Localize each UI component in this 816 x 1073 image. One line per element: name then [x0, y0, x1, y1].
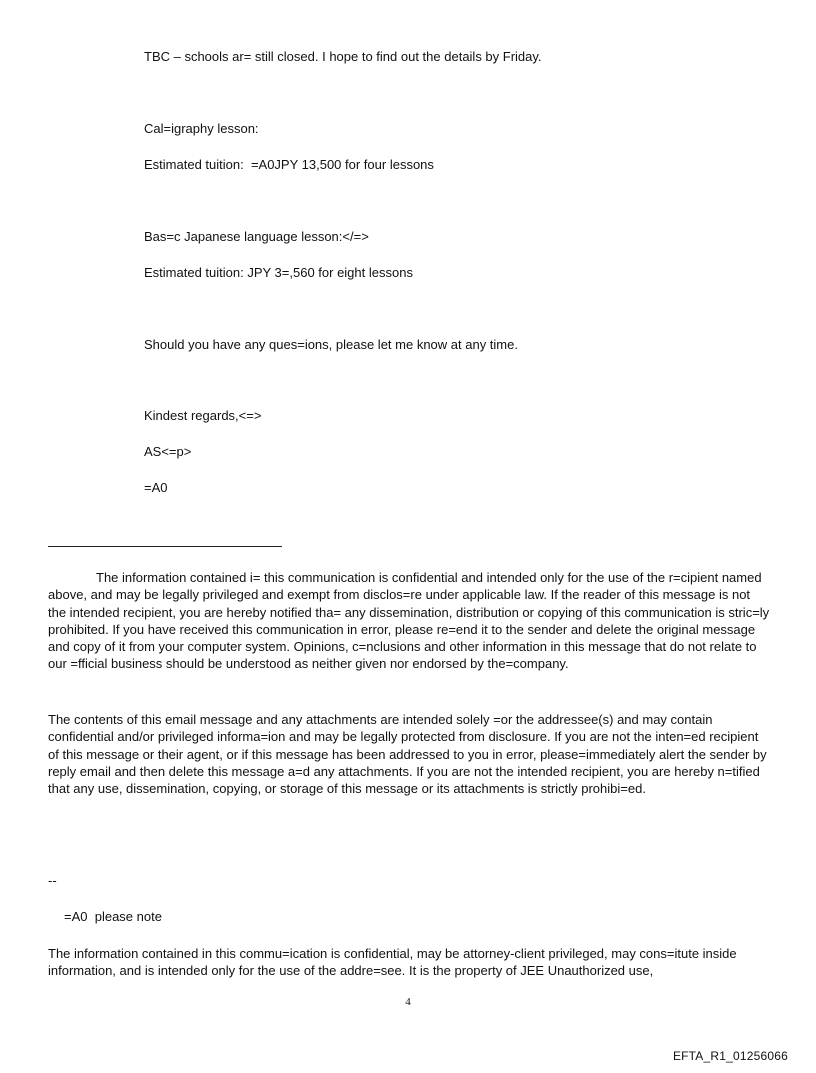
body-line-questions: Should you have any ques=ions, please let me know at any time.	[144, 337, 518, 352]
disclaimer-paragraph-1: The information contained i= this communication is confidential and intended only for the use of the r=cipient named above, and may be legally privileged and exempt from disclos=re under applicable law. If the reader of this message is not the intended recipient, you are hereby notified tha= any dissemination, distribution or copying of this communication is stric=ly prohibited. If you have received this communication in error, please re=end it to the sender and delete the original message and copy of it from your computer system. Opinions, c=nclusions and other information in this message that do not relate to our =fficial business should be understood as neither given nor endorsed by the=company.	[48, 570, 770, 672]
body-line-japanese-heading: Bas=c Japanese language lesson:</=>	[144, 229, 369, 244]
footer-paragraph: The information contained in this commu=ication is confidential, may be attorney-client privileged, may cons=itute inside information, and is intended only for the use of the addre=see. It is the property of JEE Unauthorized use,	[48, 946, 737, 979]
body-line-closing: Kindest regards,<=>	[144, 408, 262, 423]
disclaimer-paragraph-2: The contents of this email message and any attachments are intended solely =or the addressee(s) and may contain confidential and/or privileged informa=ion and may be legally protected from disclosure. If you are not the inten=ed recipient of this message or their agent, or if this message has been addressed to you in error, please=immediately alert the sender by reply email and then delete this message a=d any attachments. If you are not the intended recipient, you are hereby n=tified that any use, dissemination, copying, or storage of this message or its attachments is strictly prohibi=ed.	[48, 712, 767, 797]
disclaimer-divider	[48, 546, 282, 547]
body-line-japanese-tuition: Estimated tuition: JPY 3=,560 for eight lessons	[144, 265, 413, 280]
signature-separator: --	[48, 873, 57, 888]
body-line-calligraphy-tuition: Estimated tuition: =A0JPY 13,500 for four lessons	[144, 157, 434, 172]
page-number: 4	[405, 996, 411, 1008]
body-line-residual: =A0	[144, 480, 168, 495]
note-line: =A0 please note	[64, 909, 162, 924]
body-line-calligraphy-heading: Cal=igraphy lesson:	[144, 121, 259, 136]
body-line-signature: AS<=p>	[144, 444, 192, 459]
document-id: EFTA_R1_01256066	[672, 1049, 788, 1063]
body-line-schools: TBC – schools ar= still closed. I hope to find out the details by Friday.	[144, 49, 542, 64]
